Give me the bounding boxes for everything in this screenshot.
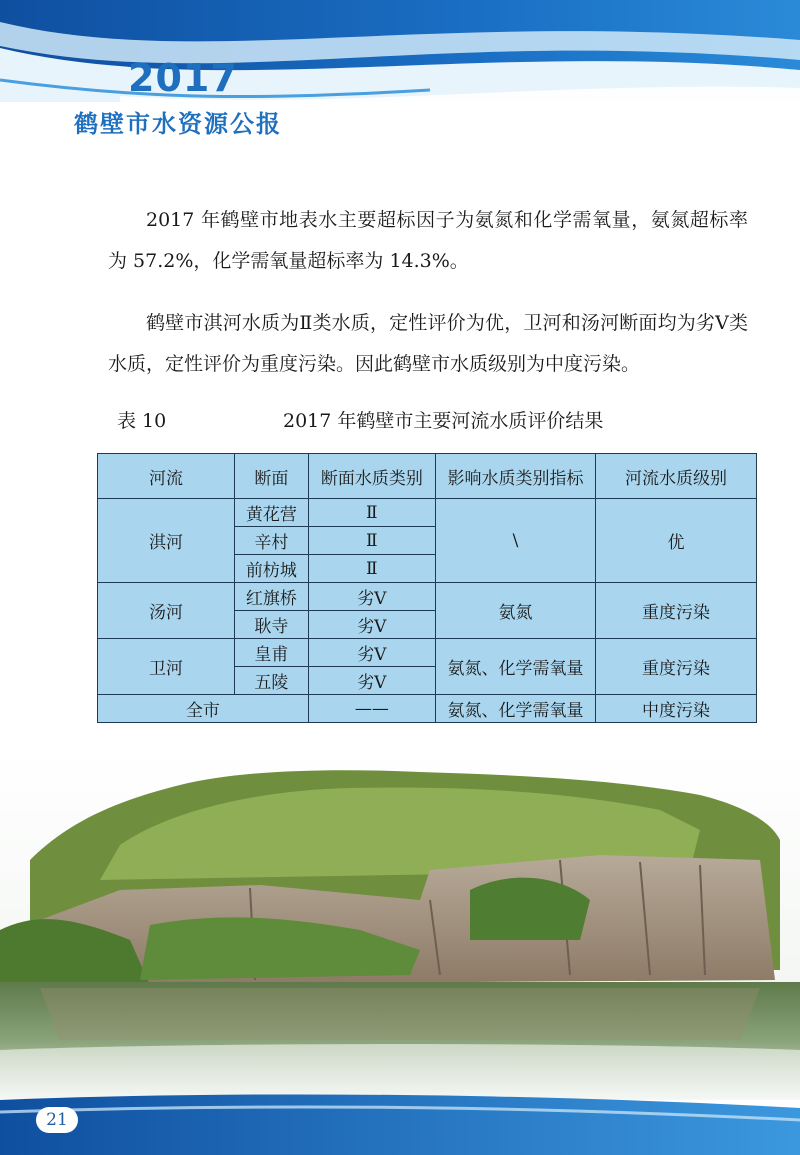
footer-wave-banner [0,1090,800,1155]
section-name: 辛村 [235,527,309,555]
river-indicator: 氨氮 [435,583,595,639]
total-level: 中度污染 [596,695,757,723]
table-row [98,639,757,667]
table-header-row [98,454,757,499]
section-name: 黄花营 [235,499,309,527]
report-title: 鹤壁市水资源公报 [74,110,282,138]
page-number: 21 [36,1107,78,1133]
total-indicator: 氨氮、化学需氧量 [435,695,595,723]
header-indicator: 影响水质类别指标 [435,454,595,499]
section-name: 五陵 [235,667,309,695]
river-name: 汤河 [98,583,235,639]
total-label: 全市 [98,695,309,723]
header-river: 河流 [98,454,235,499]
river-indicator: 氨氮、化学需氧量 [435,639,595,695]
river-name: 卫河 [98,639,235,695]
total-class: —— [308,695,435,723]
section-class: 劣Ⅴ [308,583,435,611]
section-class: 劣Ⅴ [308,667,435,695]
paragraph-exceedance: 2017 年鹤壁市地表水主要超标因子为氨氮和化学需氧量，氨氮超标率为 57.2%，化学需氧量超标率为 14.3%。 [108,209,748,272]
section-class: Ⅱ [308,527,435,555]
river-indicator: \ [435,499,595,583]
section-name: 耿寺 [235,611,309,639]
header-river-level: 河流水质级别 [596,454,757,499]
paragraph-quality-evaluation: 鹤壁市淇河水质为Ⅱ类水质，定性评价为优，卫河和汤河断面均为劣Ⅴ类水质，定性评价为重度污染。因此鹤壁市水质级别为中度污染。 [108,312,748,375]
table-total-row [98,695,757,723]
table-row [98,499,757,527]
header-section: 断面 [235,454,309,499]
cliff-lake-photo [0,750,800,1100]
section-class: Ⅱ [308,499,435,527]
header-section-class: 断面水质类别 [308,454,435,499]
section-class: 劣Ⅴ [308,639,435,667]
table-title: 2017 年鹤壁市主要河流水质评价结果 [283,410,604,432]
river-level: 重度污染 [596,639,757,695]
section-class: 劣Ⅴ [308,611,435,639]
river-level: 优 [596,499,757,583]
section-name: 红旗桥 [235,583,309,611]
river-quality-table [97,453,757,723]
river-level: 重度污染 [596,583,757,639]
report-year: 2017 [128,56,238,100]
river-name: 淇河 [98,499,235,583]
table-number: 表 10 [117,410,167,432]
section-name: 皇甫 [235,639,309,667]
section-class: Ⅱ [308,555,435,583]
table-row [98,583,757,611]
section-name: 前枋城 [235,555,309,583]
